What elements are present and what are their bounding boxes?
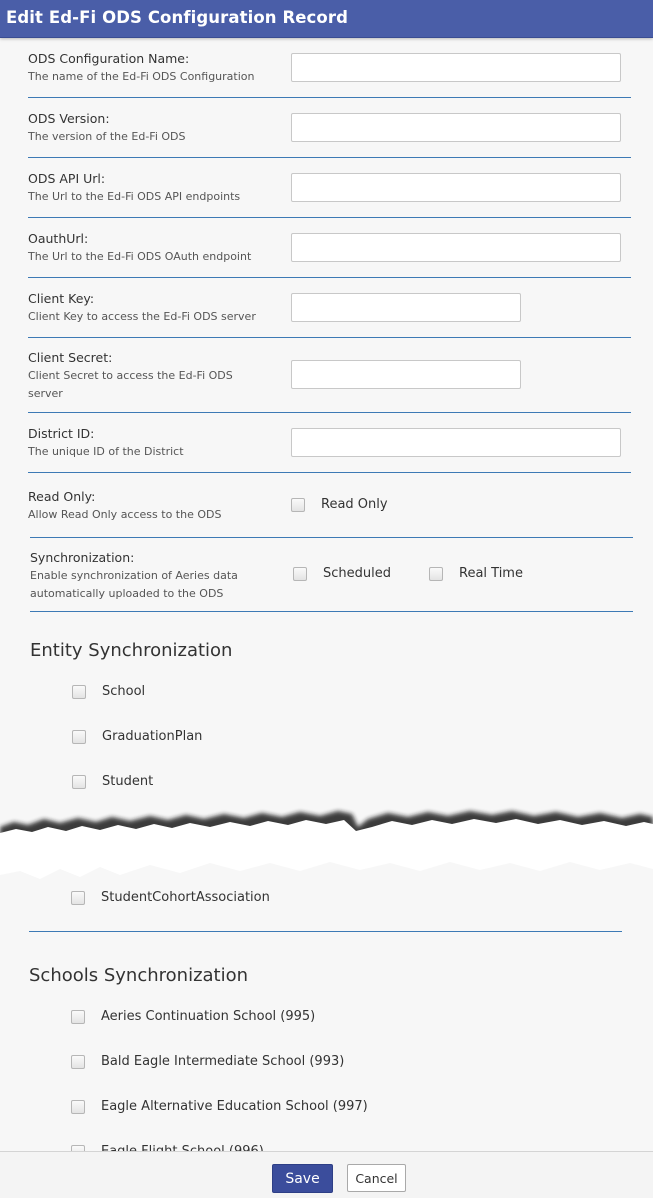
entity-student-label[interactable]: Student <box>102 774 154 789</box>
real-time-option-label[interactable]: Real Time <box>459 566 523 581</box>
api-url-label: ODS API Url: <box>28 171 106 186</box>
entity-studentcohortassociation-label[interactable]: StudentCohortAssociation <box>101 890 270 905</box>
school-eagle-alternative-label[interactable]: Eagle Alternative Education School (997) <box>101 1099 368 1114</box>
client-secret-desc-continued: server <box>28 387 63 400</box>
config-name-desc: The name of the Ed-Fi ODS Configuration <box>28 70 255 83</box>
api-url-input[interactable] <box>291 173 621 202</box>
real-time-checkbox[interactable] <box>429 567 443 581</box>
district-id-desc: The unique ID of the District <box>28 445 184 458</box>
ods-version-desc: The version of the Ed-Fi ODS <box>28 130 186 143</box>
synchronization-label: Synchronization: <box>30 550 135 565</box>
save-button[interactable]: Save <box>272 1164 333 1193</box>
read-only-label: Read Only: <box>28 489 96 504</box>
torn-edge-divider <box>0 805 653 890</box>
entity-school-checkbox[interactable] <box>72 685 86 699</box>
read-only-desc: Allow Read Only access to the ODS <box>28 508 222 521</box>
separator <box>29 931 622 932</box>
client-secret-desc: Client Secret to access the Ed-Fi ODS <box>28 369 233 382</box>
api-url-desc: The Url to the Ed-Fi ODS API endpoints <box>28 190 241 203</box>
dialog-title: Edit Ed-Fi ODS Configuration Record <box>6 8 349 27</box>
separator <box>30 537 633 538</box>
schools-sync-title: Schools Synchronization <box>29 965 249 986</box>
config-name-input[interactable] <box>291 53 621 82</box>
separator <box>28 472 631 473</box>
entity-graduationplan-checkbox[interactable] <box>72 730 86 744</box>
school-bald-eagle-checkbox[interactable] <box>71 1055 85 1069</box>
synchronization-desc: Enable synchronization of Aeries data <box>30 569 238 582</box>
scheduled-checkbox[interactable] <box>293 567 307 581</box>
read-only-option-label[interactable]: Read Only <box>321 497 388 512</box>
dialog-footer <box>0 1151 653 1198</box>
separator <box>28 412 631 413</box>
client-secret-input[interactable] <box>291 360 521 389</box>
entity-graduationplan-label[interactable]: GraduationPlan <box>102 729 203 744</box>
separator <box>28 97 631 98</box>
school-eagle-alternative-checkbox[interactable] <box>71 1100 85 1114</box>
client-key-desc: Client Key to access the Ed-Fi ODS server <box>28 310 256 323</box>
cancel-button[interactable]: Cancel <box>347 1164 406 1192</box>
separator <box>28 157 631 158</box>
client-key-label: Client Key: <box>28 291 95 306</box>
separator <box>30 611 633 612</box>
district-id-label: District ID: <box>28 426 95 441</box>
separator <box>28 217 631 218</box>
read-only-checkbox[interactable] <box>291 498 305 512</box>
ods-version-input[interactable] <box>291 113 621 142</box>
entity-studentcohortassociation-checkbox[interactable] <box>71 891 85 905</box>
client-key-input[interactable] <box>291 293 521 322</box>
school-aeries-continuation-checkbox[interactable] <box>71 1010 85 1024</box>
oauth-url-desc: The Url to the Ed-Fi ODS OAuth endpoint <box>28 250 252 263</box>
oauth-url-input[interactable] <box>291 233 621 262</box>
config-name-label: ODS Configuration Name: <box>28 51 190 66</box>
synchronization-desc-continued: automatically uploaded to the ODS <box>30 587 224 600</box>
ods-version-label: ODS Version: <box>28 111 110 126</box>
client-secret-label: Client Secret: <box>28 350 113 365</box>
scheduled-option-label[interactable]: Scheduled <box>323 566 391 581</box>
school-aeries-continuation-label[interactable]: Aeries Continuation School (995) <box>101 1009 316 1024</box>
separator <box>28 277 631 278</box>
separator <box>28 337 631 338</box>
oauth-url-label: OauthUrl: <box>28 231 89 246</box>
entity-student-checkbox[interactable] <box>72 775 86 789</box>
entity-school-label[interactable]: School <box>102 684 146 699</box>
dialog-titlebar <box>0 0 653 38</box>
school-bald-eagle-label[interactable]: Bald Eagle Intermediate School (993) <box>101 1054 345 1069</box>
entity-sync-title: Entity Synchronization <box>30 640 233 661</box>
district-id-input[interactable] <box>291 428 621 457</box>
